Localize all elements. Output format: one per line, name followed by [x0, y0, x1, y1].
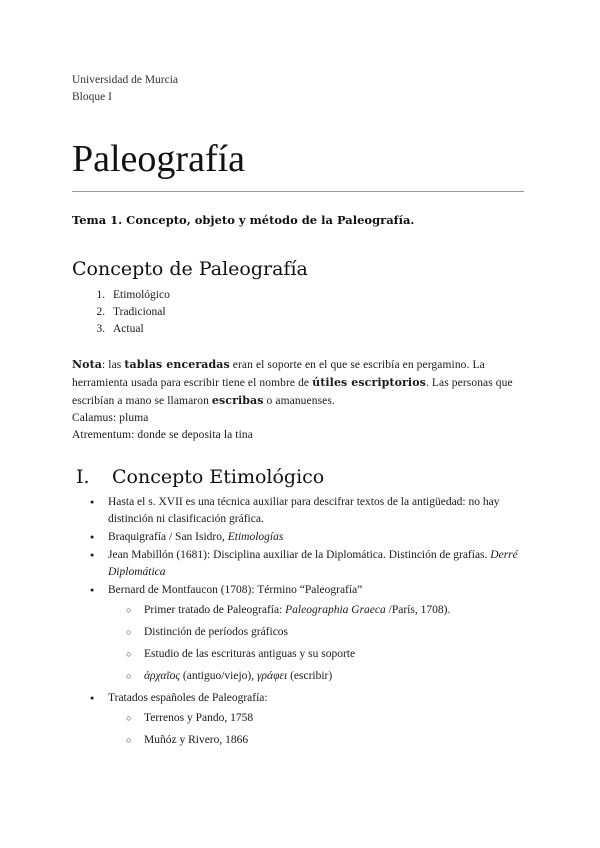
item-text: Bernard de Montfaucon (1708): Término “Paleografía” — [108, 584, 363, 596]
note-paragraph — [72, 356, 524, 444]
sub-list-item — [144, 668, 524, 685]
sub-list-item: ○ Terrenos y Pando, 1758 — [144, 710, 524, 727]
heading-text: Concepto Etimológico — [112, 466, 325, 488]
list-item: 1. Etimológico — [108, 287, 524, 304]
note-bold-escribas: escribas — [211, 394, 264, 407]
list-item — [108, 690, 524, 749]
sub-list-item: ○ Distinción de períodos gráficos — [144, 624, 524, 641]
item-text: Primer tratado de Paleografía: — [144, 604, 286, 616]
item-text: Braquigrafía / San Isidro, — [108, 531, 228, 543]
university-name: Universidad de Murcia — [72, 74, 179, 86]
calamus-line: Calamus: pluma — [72, 412, 149, 424]
block-label: Bloque I — [72, 91, 112, 103]
note-label: Nota — [72, 358, 103, 371]
list-item — [108, 529, 524, 546]
title-divider — [72, 191, 524, 192]
topic-subtitle: Tema 1. Concepto, objeto y método de la Paleografía. — [72, 213, 415, 227]
sub-list-item — [144, 602, 524, 619]
sub-list — [108, 710, 524, 749]
page-title: Paleografía — [72, 138, 246, 180]
concept-list — [72, 287, 524, 338]
note-text: eran el soporte en el que se escribía en pergamino. La herramienta usada para escribir tiene el nombre de — [72, 359, 485, 389]
note-text: . Las personas que escribían a mano se llamaron — [72, 377, 513, 407]
greek-word: ἀρχαῖος — [144, 670, 181, 682]
section-heading-etimologico — [72, 465, 524, 489]
list-item — [108, 582, 524, 685]
note-text: o amanuenses. — [263, 395, 335, 407]
list-item: 2. Tradicional — [108, 304, 524, 321]
note-bold-tablas: tablas enceradas — [124, 358, 230, 371]
document-page — [72, 72, 524, 754]
item-italic: Etimologías — [227, 531, 284, 543]
sub-list-item: ○ Estudio de las escrituras antiguas y su soporte — [144, 646, 524, 663]
atrementum-line: Atrementum: donde se deposita la tina — [72, 429, 253, 441]
sub-list-item: ○ Muñóz y Rivero, 1866 — [144, 732, 524, 749]
section-heading-concepto: Concepto de Paleografía — [72, 258, 308, 280]
etimologico-list — [72, 494, 524, 749]
header-meta — [72, 72, 524, 106]
item-text: (antiguo/viejo), — [180, 670, 257, 682]
list-item: 3. Actual — [108, 321, 524, 338]
item-italic: Paleographia Graeca — [285, 604, 386, 616]
roman-numeral: I. — [76, 466, 90, 488]
list-item — [108, 547, 524, 581]
greek-word: γράφει — [257, 670, 288, 682]
item-italic: Derré Diplomática — [108, 549, 518, 578]
note-text: : las — [102, 359, 125, 371]
list-item: ● Hasta el s. XVII es una técnica auxiliar para descifrar textos de la antigüedad: no hay distinción ni clasificación gráfica. — [108, 494, 524, 528]
note-bold-utiles: útiles escriptorios — [312, 376, 426, 389]
item-text: Jean Mabillón (1681): Disciplina auxiliar de la Diplomática. Distinción de grafías. — [108, 549, 491, 561]
sub-list — [108, 602, 524, 685]
item-text: (escribir) — [287, 670, 333, 682]
item-text: /París, 1708). — [385, 604, 451, 616]
item-text: Tratados españoles de Paleografía: — [108, 692, 268, 704]
